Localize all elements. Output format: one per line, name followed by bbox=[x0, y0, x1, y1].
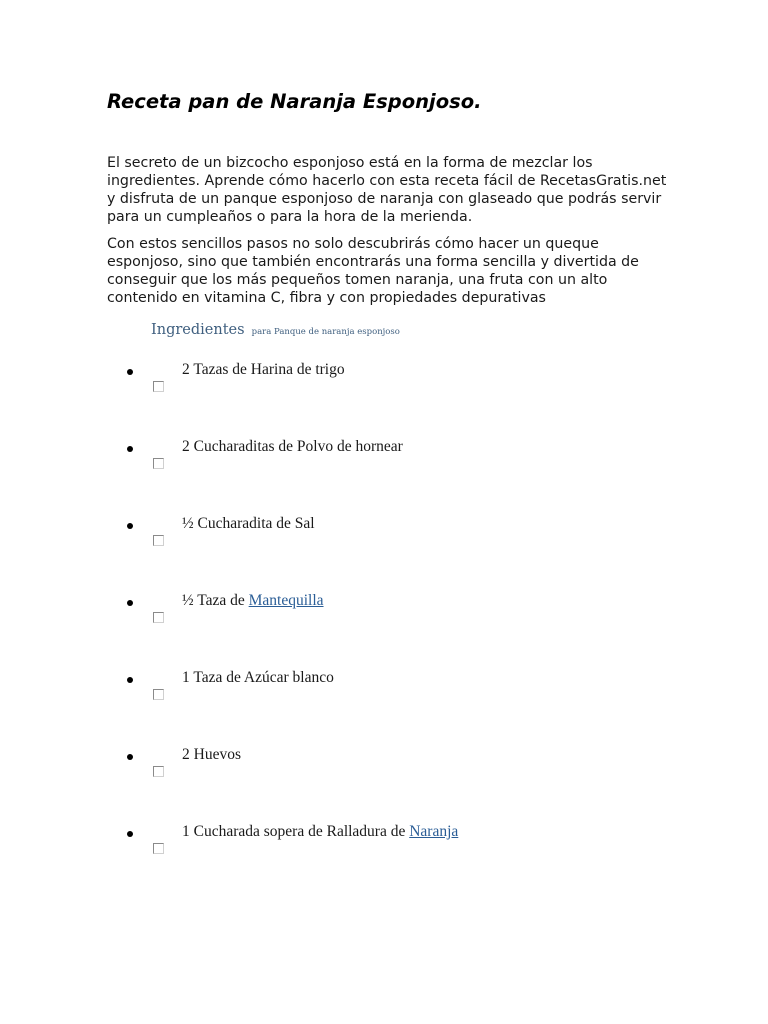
intro-paragraph-1: El secreto de un bizcocho esponjoso está en la forma de mezclar los ingredientes. Aprende cómo hacerlo con esta receta fácil de RecetasGratis.net y disfruta de un panque esponjoso de naranja con glaseado que podrás servir para un cumpleaños o para la hora de la merienda. bbox=[107, 155, 667, 225]
list-item bbox=[107, 823, 607, 863]
checkbox[interactable] bbox=[153, 689, 164, 700]
list-item bbox=[107, 746, 607, 786]
checkbox[interactable] bbox=[153, 766, 164, 777]
checkbox[interactable] bbox=[153, 535, 164, 546]
ingredients-title: Ingredientes bbox=[151, 322, 245, 338]
ingredient-text: ½ Cucharadita de Sal bbox=[182, 515, 315, 532]
ingredient-text: 1 Cucharada sopera de Ralladura de Naranja bbox=[182, 823, 459, 840]
ingredient-text: 2 Tazas de Harina de trigo bbox=[182, 361, 345, 378]
list-item bbox=[107, 438, 607, 478]
ingredient-text: 2 Huevos bbox=[182, 746, 241, 763]
ingredient-text: ½ Taza de Mantequilla bbox=[182, 592, 324, 609]
list-item bbox=[107, 592, 607, 632]
checkbox[interactable] bbox=[153, 843, 164, 854]
bullet-icon bbox=[127, 600, 133, 606]
intro-section bbox=[107, 154, 667, 316]
list-item bbox=[107, 515, 607, 555]
recipe-title: Receta pan de Naranja Esponjoso. bbox=[107, 90, 482, 113]
checkbox[interactable] bbox=[153, 458, 164, 469]
ingredients-subtitle: para Panque de naranja esponjoso bbox=[251, 327, 400, 337]
bullet-icon bbox=[127, 369, 133, 375]
list-item bbox=[107, 361, 607, 401]
checkbox[interactable] bbox=[153, 612, 164, 623]
bullet-icon bbox=[127, 677, 133, 683]
list-item bbox=[107, 669, 607, 709]
bullet-icon bbox=[127, 831, 133, 837]
bullet-icon bbox=[127, 523, 133, 529]
checkbox[interactable] bbox=[153, 381, 164, 392]
ingredients-heading bbox=[151, 319, 400, 338]
mantequilla-link[interactable]: Mantequilla bbox=[248, 592, 324, 609]
bullet-icon bbox=[127, 446, 133, 452]
bullet-icon bbox=[127, 754, 133, 760]
intro-paragraph-2: Con estos sencillos pasos no solo descubrirás cómo hacer un queque esponjoso, sino que también encontrarás una forma sencilla y divertida de conseguir que los más pequeños tomen naranja, una fruta con un alto contenido en vitamina C, fibra y con propiedades depurativas bbox=[107, 236, 639, 306]
ingredient-text: 2 Cucharaditas de Polvo de hornear bbox=[182, 438, 403, 455]
ingredient-text: 1 Taza de Azúcar blanco bbox=[182, 669, 334, 686]
naranja-link[interactable]: Naranja bbox=[409, 823, 459, 840]
